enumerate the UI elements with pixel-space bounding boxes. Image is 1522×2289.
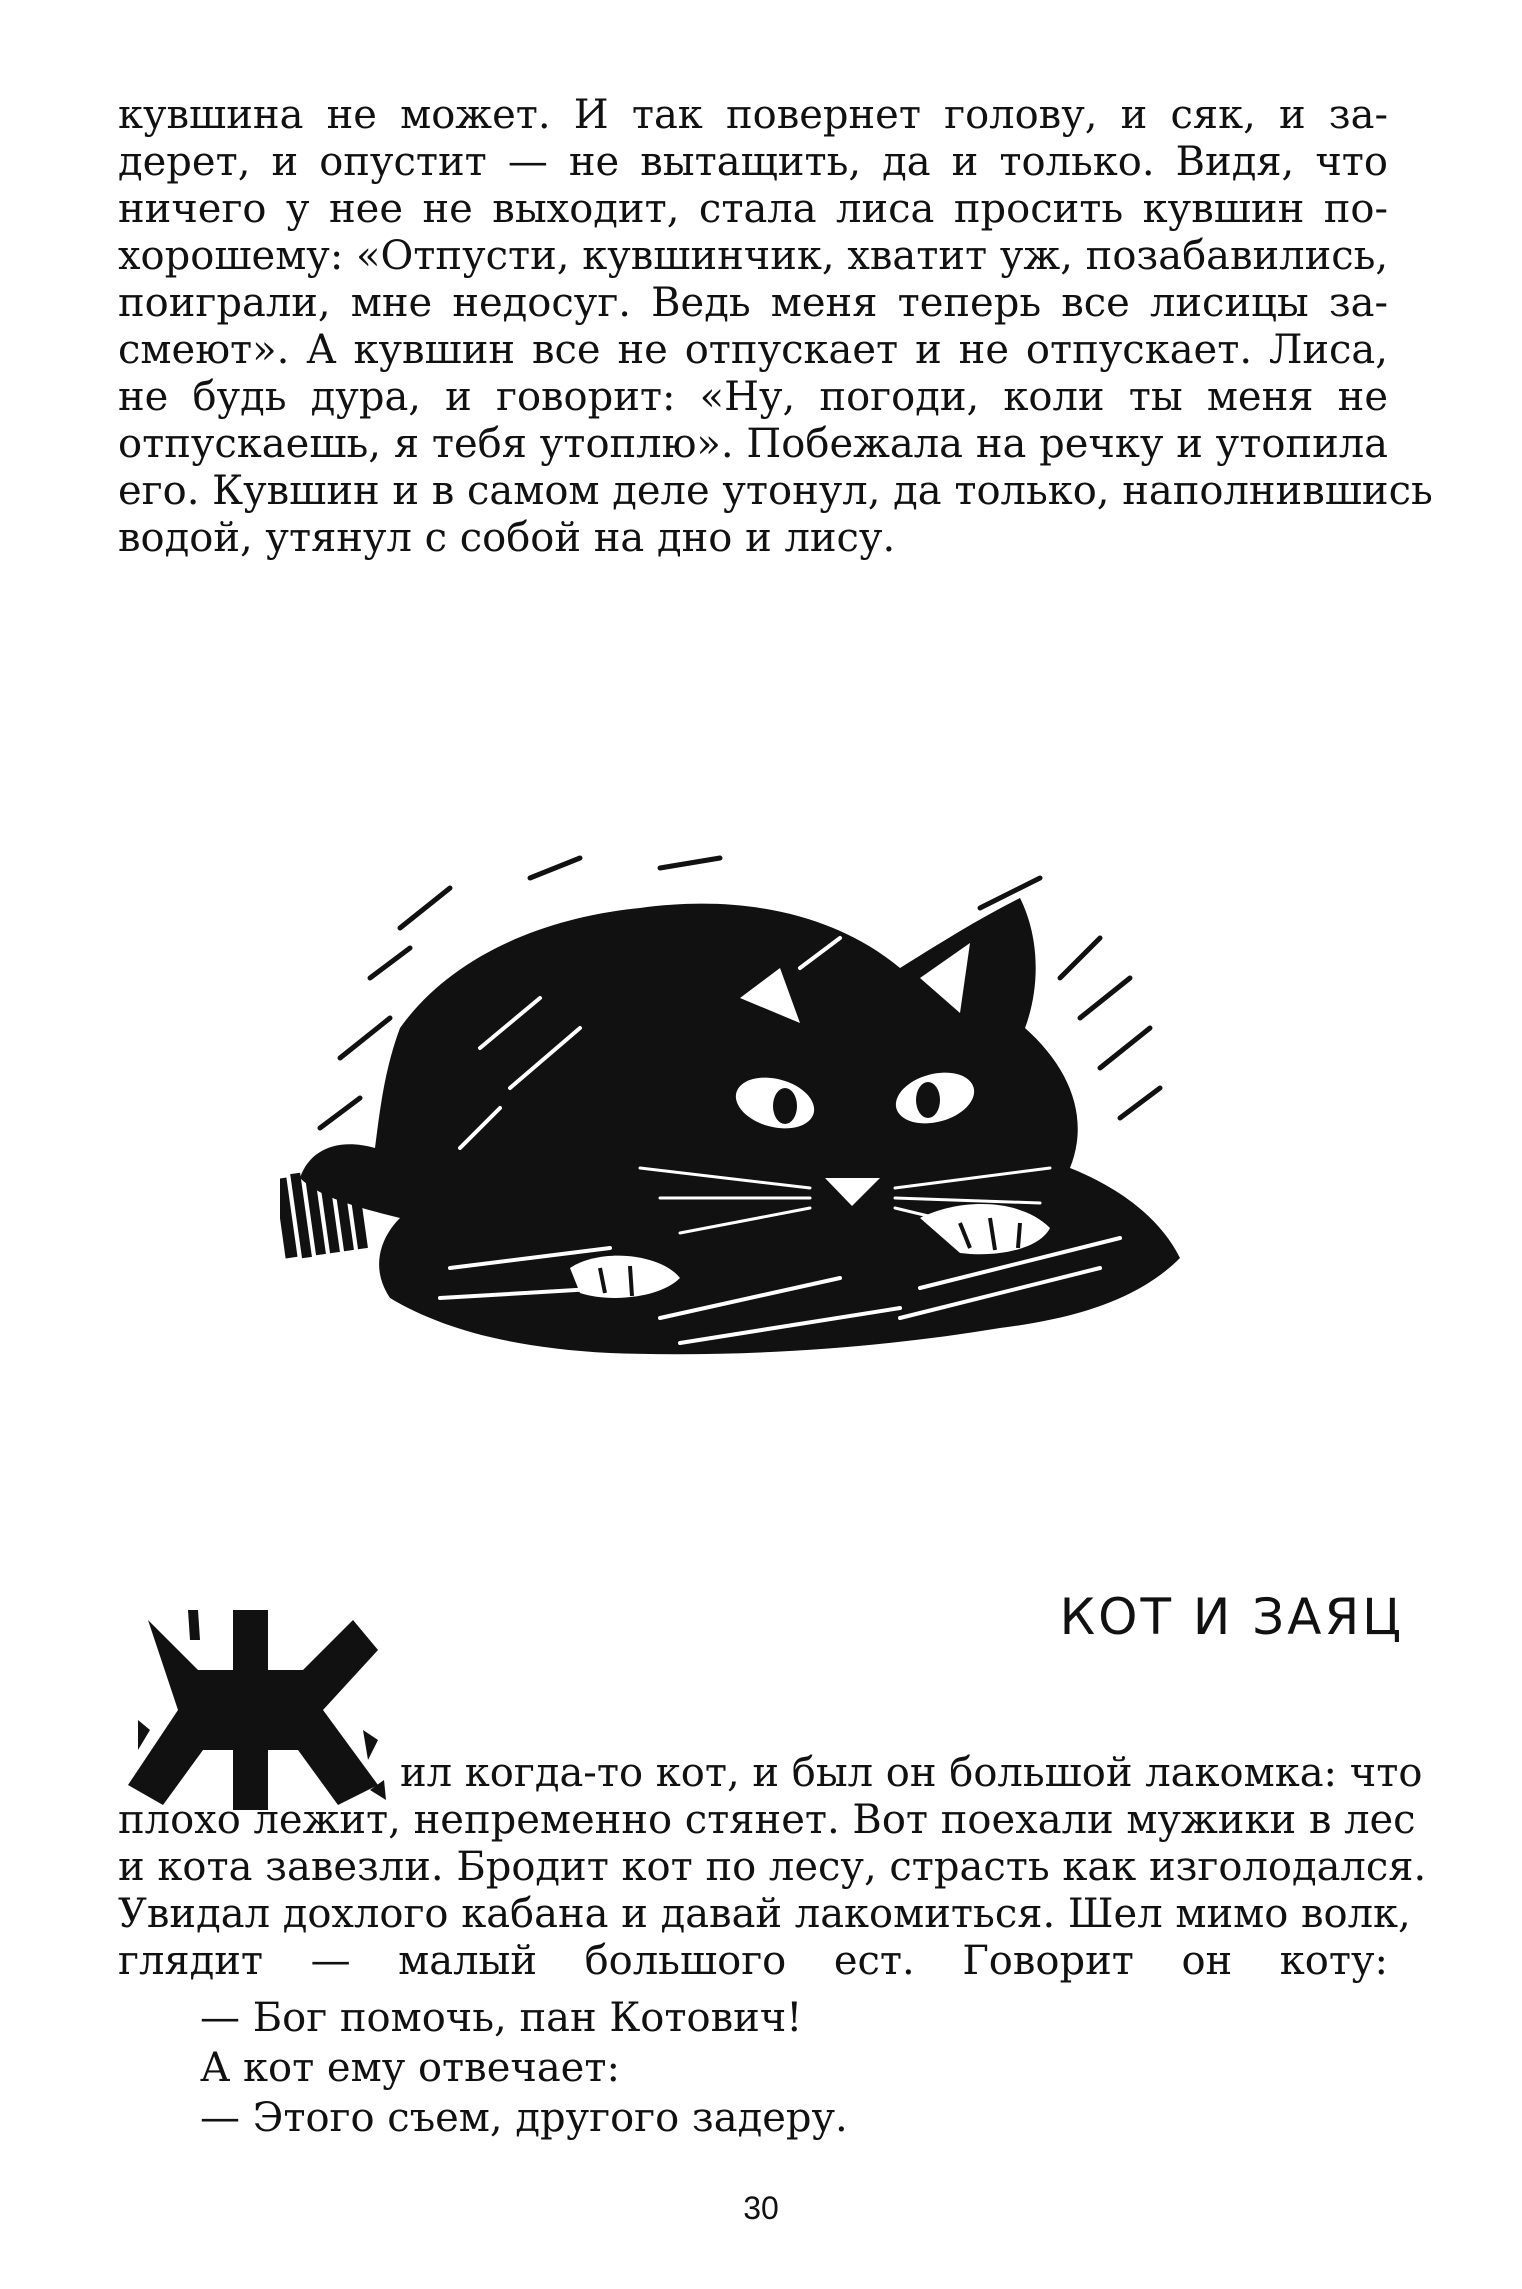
top-paragraph (118, 92, 1433, 562)
dialogue-line: — Бог помочь, пан Котович! (200, 1995, 803, 2041)
text-line: плохо лежит, непременно стянет. Вот поехали мужики в лес (118, 1797, 1416, 1843)
text-line: не будь дура, и говорит: «Ну, погоди, коли ты меня не (118, 374, 1388, 420)
text-line: хорошему: «Отпусти, кувшинчик, хватит уж, позабавились, (118, 233, 1389, 279)
text-line: кувшина не может. И так повернет голову, и сяк, и за- (118, 92, 1388, 138)
text-line: поиграли, мне недосуг. Ведь меня теперь все лисицы за- (118, 280, 1388, 326)
page-number: 30 (743, 2190, 779, 2226)
text-line: ничего у нее не выходит, стала лиса просить кувшин по- (118, 186, 1388, 232)
text-line: и кота завезли. Бродит кот по лесу, страсть как изголодался. (118, 1844, 1427, 1890)
story-paragraph (118, 1750, 1427, 1985)
text-line: водой, утянул с собой на дно и лису. (118, 515, 896, 561)
text-line: Увидал дохлого кабана и давай лакомиться. Шел мимо волк, (118, 1891, 1411, 1937)
text-line: отпускаешь, я тебя утоплю». Побежала на речку и утопила (118, 421, 1388, 467)
text-line: глядит — малый большого ест. Говорит он коту: (118, 1938, 1388, 1984)
text-line: дерет, и опустит — не вытащить, да и только. Видя, что (118, 139, 1388, 185)
cat-woodcut-illustration (280, 848, 1220, 1408)
text-line: его. Кувшин и в самом деле утонул, да только, наполнившись (118, 468, 1433, 514)
story-title: КОТ И ЗАЯЦ (1059, 1588, 1404, 1646)
text-line: смеют». А кувшин все не отпускает и не отпускает. Лиса, (118, 327, 1388, 373)
text-line: ил когда-то кот, и был он большой лакомка: что (400, 1750, 1423, 1796)
dialogue-line: А кот ему отвечает: (200, 2045, 620, 2091)
dialogue-line: — Этого съем, другого задеру. (200, 2095, 848, 2141)
